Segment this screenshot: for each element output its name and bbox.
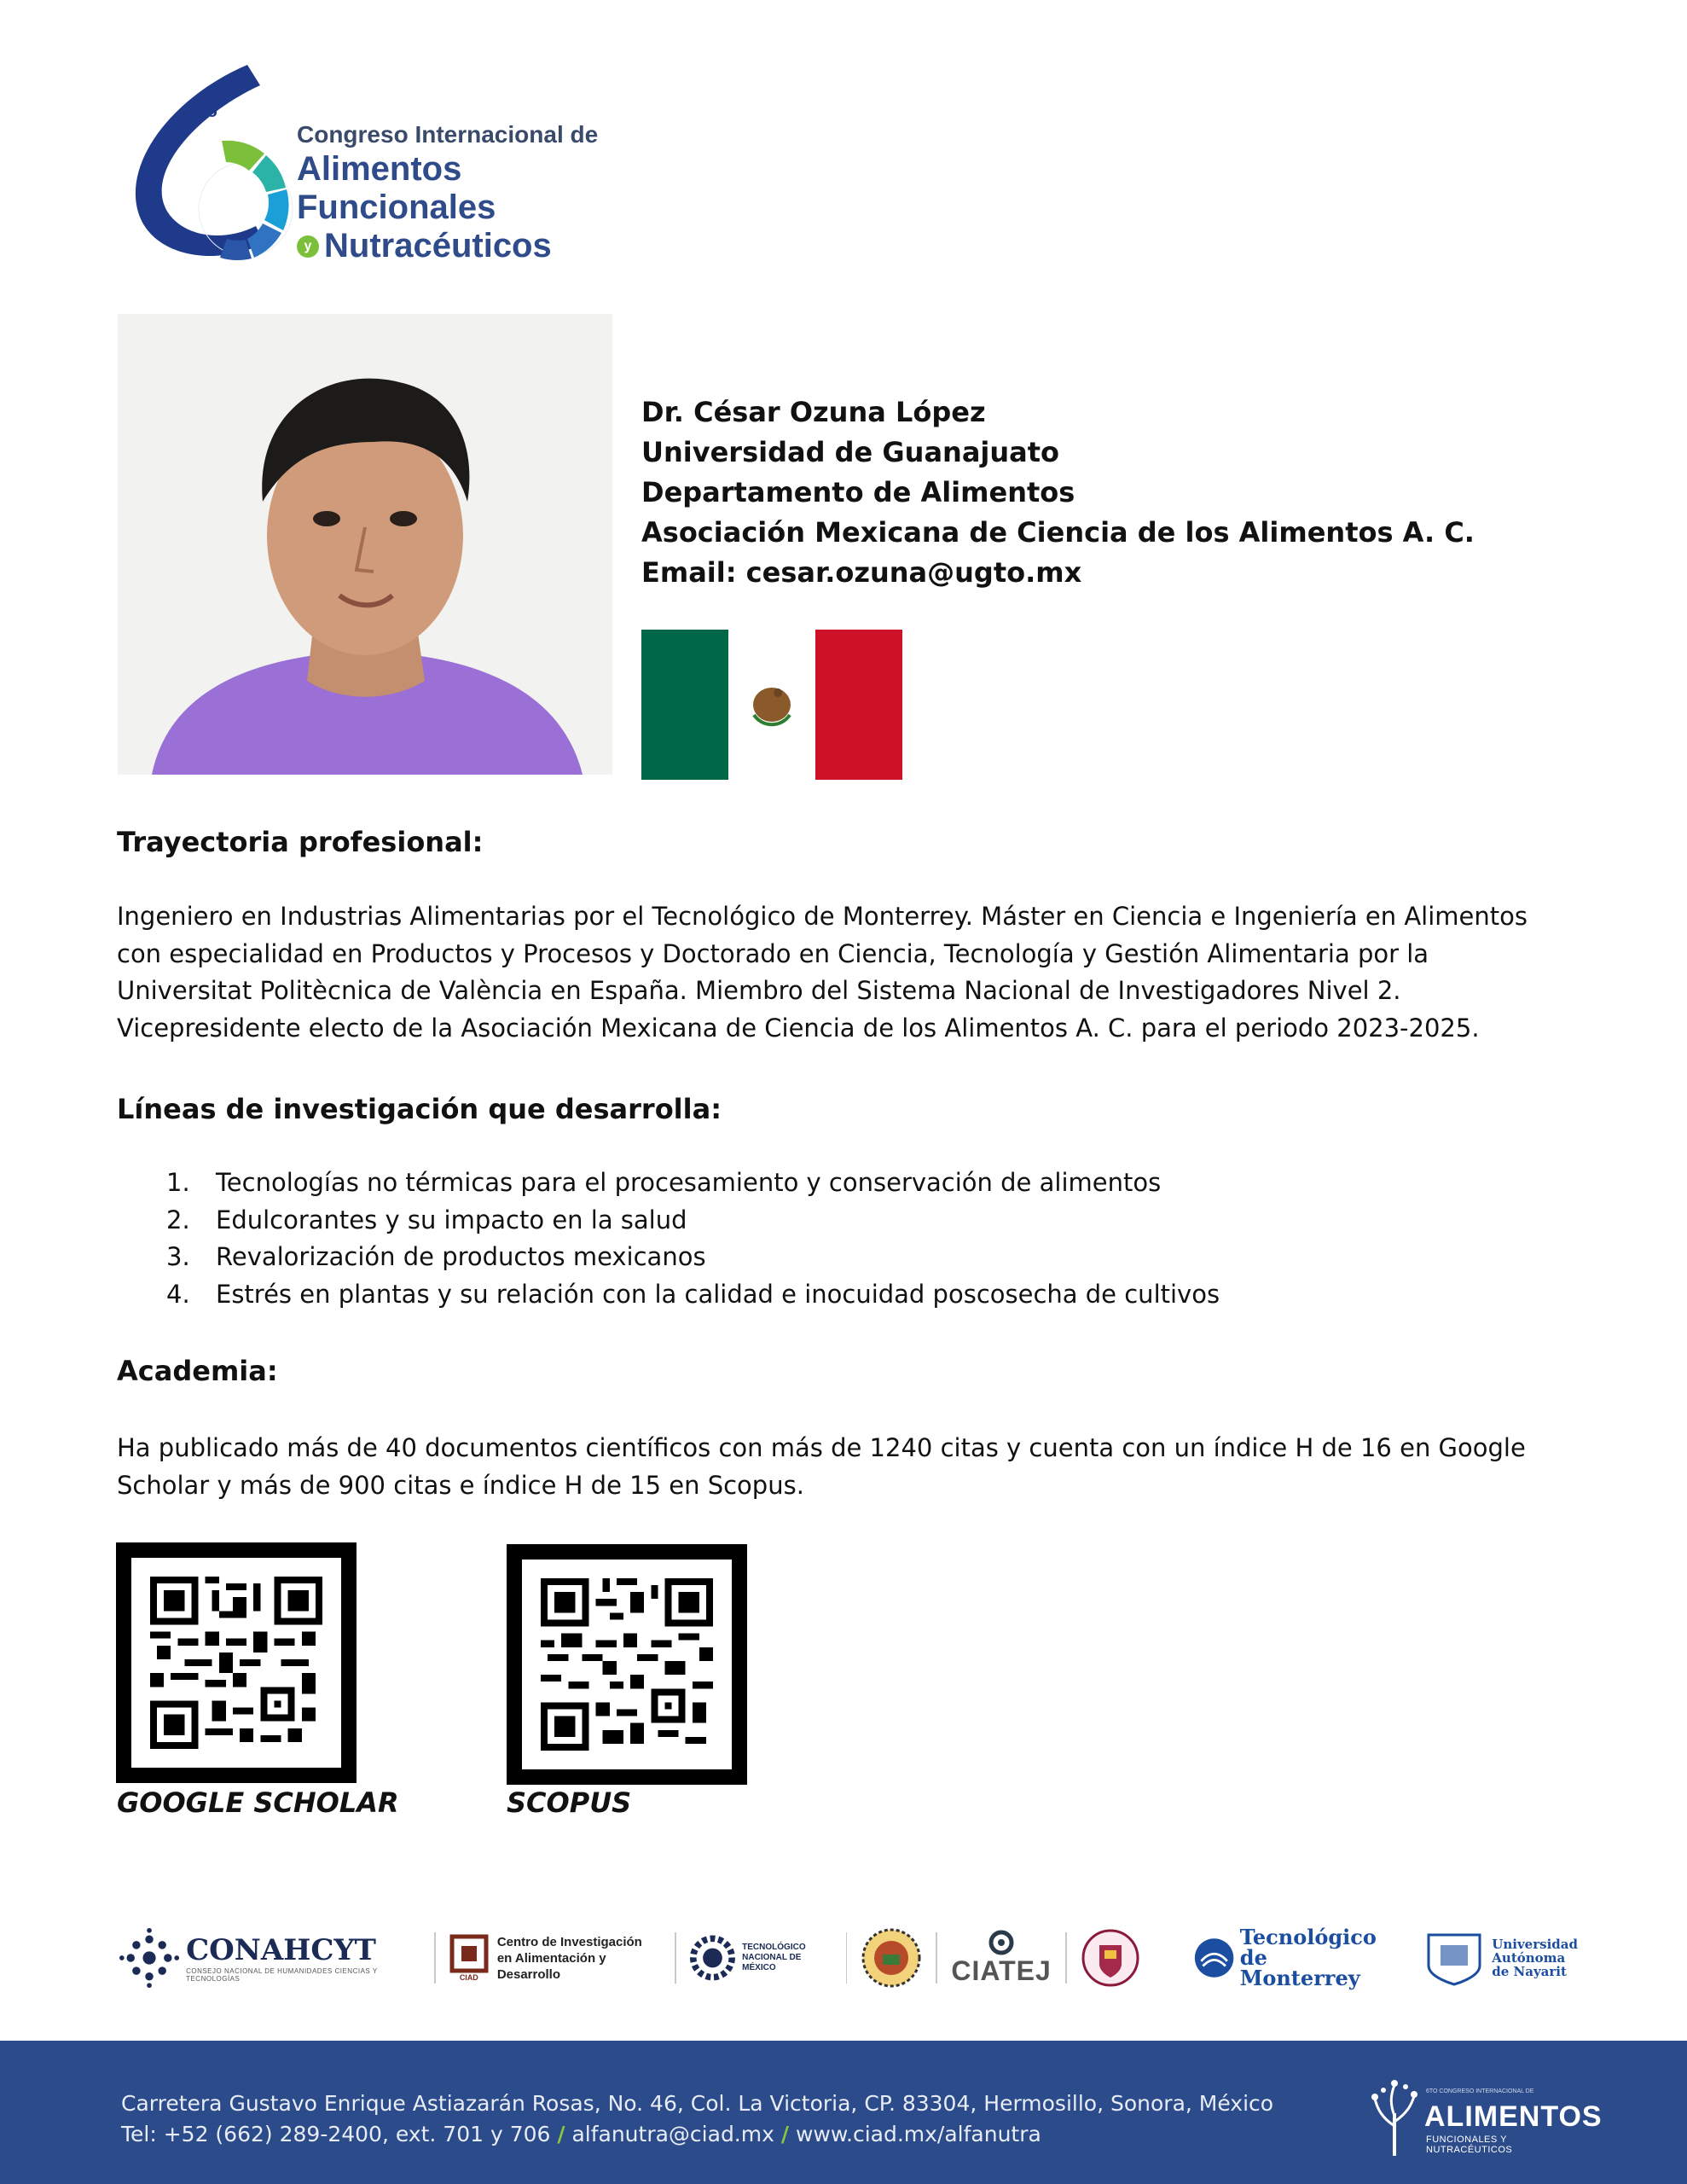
divider xyxy=(936,1932,937,1984)
flag-green-stripe xyxy=(641,630,728,780)
tecnm-logo xyxy=(690,1920,832,1996)
footer-logo-top: 6TO CONGRESO INTERNACIONAL DE xyxy=(1426,2088,1534,2094)
footer-address: Carretera Gustavo Enrique Astiazarán Rosas, No. 46, Col. La Victoria, CP. 83304, Hermosillo, Sonora, México xyxy=(121,2091,1274,2116)
flag-white-stripe xyxy=(728,630,815,780)
tec-monterrey-icon xyxy=(1193,1936,1235,1980)
university-crest-logo xyxy=(1081,1920,1140,1996)
conahcyt-icon xyxy=(119,1926,179,1989)
ciatej-mark xyxy=(951,1930,1051,1987)
footer-email[interactable]: alfanutra@ciad.mx xyxy=(571,2122,774,2146)
conference-title-line3: Nutracéuticos xyxy=(324,227,552,264)
footer-logo-subtitle: FUNCIONALES Y NUTRACÉUTICOS xyxy=(1426,2135,1513,2155)
list-item: 3. Revalorización de productos mexicanos xyxy=(166,1242,706,1271)
ciad-logo xyxy=(449,1920,662,1996)
person-name: Dr. César Ozuna López xyxy=(641,396,986,428)
partner-logos xyxy=(119,1920,1578,1996)
spacer xyxy=(1166,1932,1168,1984)
ciatej-logo xyxy=(951,1920,1051,1996)
tec-monterrey-logo xyxy=(1193,1920,1387,1996)
list-item: 4. Estrés en plantas y su relación con la calidad e inocuidad poscosecha de cultivos xyxy=(166,1279,1220,1309)
university: Universidad de Guanajuato xyxy=(641,436,1060,468)
ciad-short: CIAD xyxy=(459,1973,478,1982)
conference-title-line1: Congreso Internacional de xyxy=(297,121,599,148)
qr-code-icon xyxy=(150,1577,322,1749)
conference-title-line2: Alimentos Funcionales xyxy=(297,150,496,226)
lineas-title: Líneas de investigación que desarrolla: xyxy=(117,1093,722,1125)
scopus-label[interactable]: SCOPUS xyxy=(507,1786,632,1819)
tree-icon xyxy=(1365,2075,1424,2160)
divider xyxy=(434,1932,436,1984)
qr-code-icon xyxy=(541,1578,713,1751)
trayectoria-text: Ingeniero en Industrias Alimentarias por el Tecnológico de Monterrey. Máster en Ciencia e Ingeniería en Alimentos con especialidad en Productos y Procesos y Doctorado en Ciencia, Tecnología y Gestión Alimentaria por la Universitat Politècnica de València en España. Miembro del Sistema Nacional de Investigadores Nivel 2. Vicepresidente electo de la Asociación Mexicana de Ciencia de los Alimentos A. C. para el periodo 2023-2025. xyxy=(117,902,1528,1043)
conahcyt-subtitle: CONSEJO NACIONAL DE HUMANIDADES CIENCIAS Y TECNOLOGÍAS xyxy=(186,1967,378,1983)
ciad-icon xyxy=(449,1934,489,1973)
footer-contact-line: Tel: +52 (662) 289-2400, ext. 701 y 706 / alfanutra@ciad.mx / www.ciad.mx/alfanutra xyxy=(121,2122,1041,2146)
spacer xyxy=(1403,1932,1405,1984)
ciad-mark xyxy=(449,1934,489,1982)
institution-seal-logo xyxy=(861,1920,922,1996)
person-portrait-icon xyxy=(118,314,612,775)
seal-icon xyxy=(861,1927,922,1989)
qr-inner xyxy=(522,1560,732,1769)
tec-monterrey-name: Tecnológico de Monterrey xyxy=(1239,1925,1377,1990)
lineas-list xyxy=(166,1165,1220,1313)
divider xyxy=(1065,1932,1067,1984)
profile-photo xyxy=(118,314,612,775)
conahcyt-logo xyxy=(119,1920,420,1996)
edition-suffix: to xyxy=(201,102,217,121)
conference-logo xyxy=(119,60,665,273)
academia-text: Ha publicado más de 40 documentos científicos con más de 1240 citas y cuenta con un índice H de 16 en Google Scholar y más de 900 citas e índice H de 15 en Scopus. xyxy=(117,1433,1526,1500)
footer-logo-title: ALIMENTOS xyxy=(1424,2100,1603,2133)
scopus-qr[interactable] xyxy=(507,1544,747,1785)
conference-title xyxy=(297,121,665,265)
association: Asociación Mexicana de Ciencia de los Alimentos A. C. xyxy=(641,516,1475,549)
ciatej-name: CIATEJ xyxy=(951,1955,1052,1986)
conahcyt-text-wrap xyxy=(186,1933,420,1983)
mexico-flag xyxy=(641,630,902,780)
google-scholar-qr[interactable] xyxy=(116,1542,357,1783)
tecnm-gear-icon xyxy=(690,1928,735,1988)
footer-tel: Tel: +52 (662) 289-2400, ext. 701 y 706 xyxy=(121,2122,551,2146)
divider xyxy=(675,1932,676,1984)
list-item: 1. Tecnologías no térmicas para el procesamiento y conservación de alimentos xyxy=(166,1168,1162,1197)
conjunction-badge: y xyxy=(297,235,319,258)
email[interactable]: Email: cesar.ozuna@ugto.mx xyxy=(641,556,1082,589)
uan-logo xyxy=(1422,1920,1578,1996)
conahcyt-name: CONAHCYT xyxy=(186,1933,376,1967)
academia-title: Academia: xyxy=(117,1355,278,1387)
list-item: 2. Edulcorantes y su impacto en la salud xyxy=(166,1205,687,1234)
divider xyxy=(846,1932,848,1984)
google-scholar-label[interactable]: GOOGLE SCHOLAR xyxy=(117,1786,399,1819)
uan-crest-icon xyxy=(1422,1928,1487,1988)
department: Departamento de Alimentos xyxy=(641,476,1075,508)
qr-inner xyxy=(131,1558,341,1768)
uan-name: Universidad Autónoma de Nayarit xyxy=(1492,1937,1578,1979)
trayectoria-title: Trayectoria profesional: xyxy=(117,826,484,858)
flag-red-stripe xyxy=(815,630,902,780)
footer-contact xyxy=(121,2088,1273,2150)
contact-block xyxy=(641,392,1475,593)
ciad-name: Centro de Investigación en Alimentación y Desarrollo xyxy=(496,1934,642,1982)
footer xyxy=(0,2041,1687,2184)
crest-icon xyxy=(1081,1926,1140,1989)
footer-alimentos-logo xyxy=(1365,2075,1603,2160)
coat-of-arms-icon xyxy=(728,630,815,780)
conference-title-line3-wrap xyxy=(297,227,665,265)
ciatej-icon xyxy=(987,1930,1016,1955)
tecnm-name: TECNOLÓGICO NACIONAL DE MÉXICO xyxy=(742,1943,806,1972)
footer-web[interactable]: www.ciad.mx/alfanutra xyxy=(795,2122,1041,2146)
